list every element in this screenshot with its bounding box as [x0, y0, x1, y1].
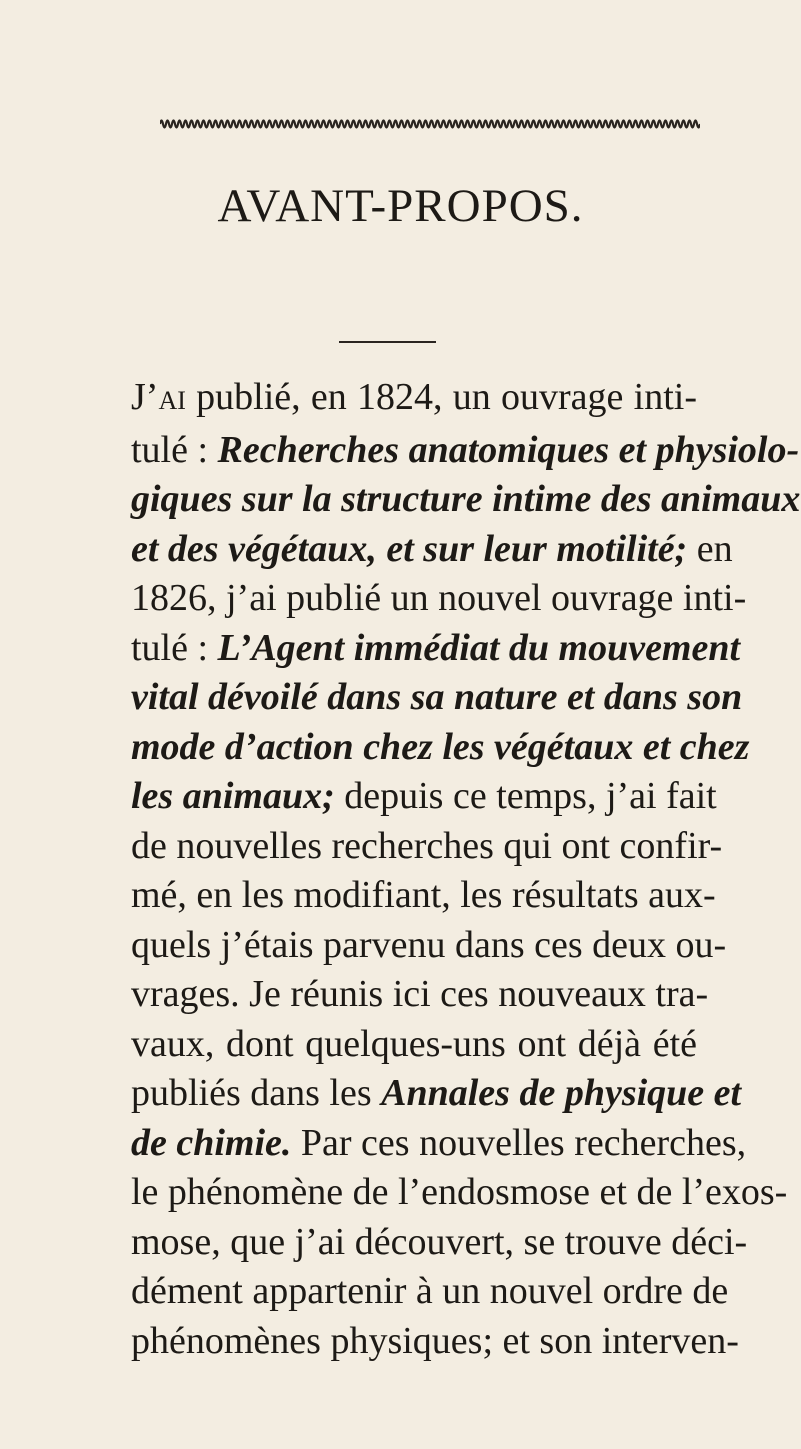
text-segment: dément appartenir à un nouvel ordre de: [131, 1270, 729, 1312]
italic-text: L’Agent immédiat du mouvement: [217, 626, 741, 669]
italic-text: Annales de physique et: [381, 1072, 742, 1114]
italic-text: et des végétaux, et sur leur motilité;: [131, 527, 688, 570]
text-segment: mose, que j’ai découvert, se trouve déci-: [131, 1220, 748, 1263]
text-line: [131, 525, 733, 575]
text-segment: vrages. Je réunis ici ces nouveaux tra-: [131, 973, 709, 1015]
text-segment: publié, en 1824, un ouvrage inti-: [185, 376, 697, 418]
text-segment: depuis ce temps, j’ai fait: [334, 775, 717, 817]
wavy-rule-ornament-icon: [160, 114, 700, 134]
text-line: [131, 1317, 739, 1367]
italic-text: Recherches anatomiques et physiolo-: [217, 428, 800, 471]
italic-text: giques sur la structure intime des animaux: [131, 478, 801, 520]
text-segment: mé, en les modifiant, les résultats aux-: [131, 874, 716, 916]
text-line: [131, 624, 741, 674]
text-line: [131, 1218, 748, 1268]
text-segment: tulé :: [131, 428, 218, 471]
text-line: [131, 574, 747, 624]
text-line: [131, 475, 801, 525]
text-segment: 1826, j’ai publié un nouvel ouvrage inti-: [131, 577, 747, 619]
italic-text: les animaux;: [131, 775, 335, 817]
page-title: AVANT-PROPOS.: [217, 180, 584, 232]
text-line: [131, 772, 717, 822]
text-segment: tulé :: [131, 626, 218, 669]
body-paragraph: [131, 373, 801, 1366]
text-line: [131, 426, 800, 476]
text-line: [131, 871, 716, 921]
text-segment: J’: [131, 376, 159, 418]
text-segment: phénomènes physiques; et son interven-: [131, 1319, 739, 1362]
text-segment: vaux, dont quelques-uns ont déjà été: [131, 1022, 697, 1065]
text-line: [131, 1267, 729, 1317]
text-segment: quels j’étais parvenu dans ces deux ou-: [131, 923, 727, 966]
text-line: [131, 1069, 742, 1119]
text-segment: publiés dans les: [131, 1072, 382, 1114]
title-divider: [339, 341, 436, 343]
text-line: [131, 723, 750, 773]
text-segment: Par ces nouvelles recherches,: [291, 1121, 747, 1164]
text-segment: le phénomène de l’endosmose et de l’exos-: [131, 1171, 788, 1213]
text-line: [131, 1168, 788, 1218]
text-line: [131, 970, 709, 1020]
italic-text: vital dévoilé dans sa nature et dans son: [131, 676, 743, 718]
text-segment: en: [687, 527, 733, 570]
text-line: [131, 1119, 747, 1169]
text-line: [131, 822, 723, 872]
small-caps-text: AI: [158, 386, 186, 415]
text-segment: de nouvelles recherches qui ont confir-: [131, 824, 723, 867]
text-line: [131, 673, 743, 723]
italic-text: mode d’action chez les végétaux et chez: [131, 725, 750, 768]
text-line: [131, 921, 727, 971]
text-line: [131, 373, 697, 426]
text-line: [131, 1020, 697, 1070]
italic-text: de chimie.: [131, 1121, 292, 1164]
